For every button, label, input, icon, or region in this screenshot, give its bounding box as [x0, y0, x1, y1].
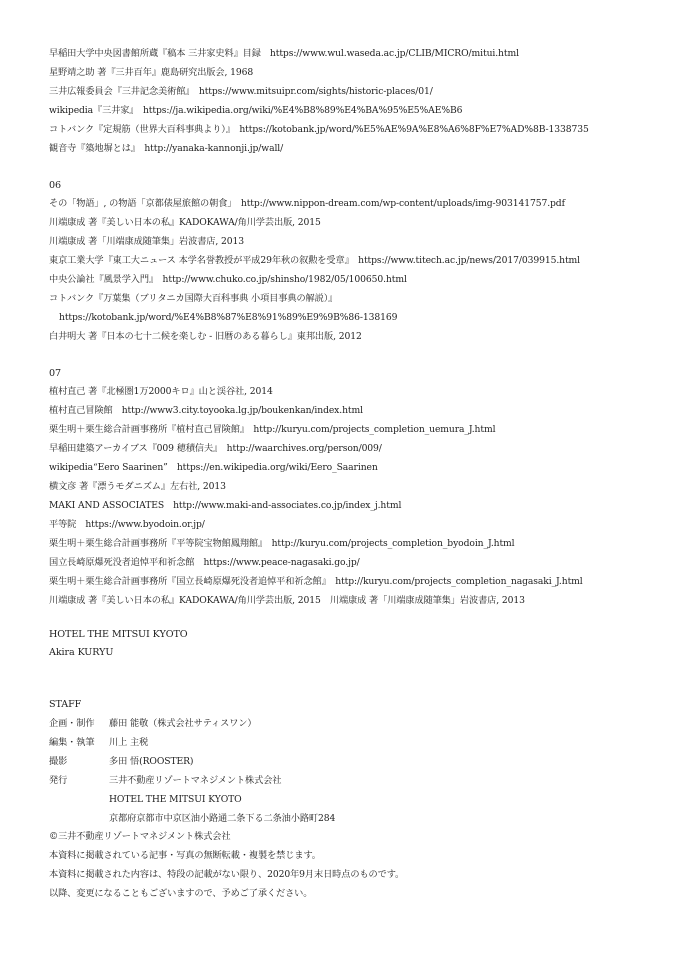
reference-line: 早稲田大学中央図書館所蔵『稿本 三井家史料』目録 https://www.wul.waseda.ac.jp/CLIB/MICRO/mitui.html — [49, 48, 519, 59]
reference-line: 中央公論社『風景学入門』 http://www.chuko.co.jp/shinsho/1982/05/100650.html — [49, 274, 407, 285]
staff-row — [49, 737, 148, 749]
staff-label: 編集・執筆 — [49, 737, 95, 748]
staff-value: 川上 主税 — [109, 737, 149, 748]
section-number: 07 — [49, 368, 62, 379]
reference-line: 白井明大 著『日本の七十二候を楽しむ - 旧暦のある暮らし』東邦出版, 2012 — [49, 331, 362, 342]
reference-line: コトバンク『定規筋（世界大百科事典より）』 https://kotobank.jp/word/%E5%AE%9A%E8%A6%8F%E7%AD%8B-1338735 — [49, 124, 589, 135]
reference-line: その「物語」, の物語「京都俵屋旅館の朝食」 http://www.nippon-dream.com/wp-content/uploads/img-903141757.pdf — [49, 198, 565, 209]
legal-notice: 本資料に掲載された内容は、特段の記載がない限り、2020年9月末日時点のものです。 — [49, 869, 405, 880]
reference-line: 植村直己冒険館 http://www3.city.toyooka.lg.jp/boukenkan/index.html — [49, 405, 363, 416]
staff-label: 撮影 — [49, 756, 68, 767]
staff-row — [49, 718, 256, 730]
reference-line: 栗生明＋栗生総合計画事務所『平等院宝物館鳳翔館』 http://kuryu.com/projects_completion_byodoin_J.html — [49, 538, 515, 549]
reference-line: 平等院 https://www.byodoin.or.jp/ — [49, 519, 205, 530]
reference-line: 星野靖之助 著『三井百年』鹿島研究出版会, 1968 — [49, 67, 254, 78]
reference-line: 植村直己 著『北極圏1万2000キロ』山と渓谷社, 2014 — [49, 386, 273, 397]
reference-line: 川端康成 著「川端康成随筆集」岩波書店, 2013 — [49, 236, 245, 247]
legal-notice: 以降、変更になることもございますので、予めご了承ください。 — [49, 888, 313, 899]
reference-line: 三井広報委員会『三井記念美術館』 https://www.mitsuipr.com/sights/historic-places/01/ — [49, 86, 433, 97]
staff-value: 多田 悟(ROOSTER) — [109, 756, 194, 767]
reference-line: https://kotobank.jp/word/%E4%B8%87%E8%91%89%E9%9B%86-138169 — [59, 312, 398, 323]
reference-line: 国立長崎原爆死没者追悼平和祈念館 https://www.peace-nagasaki.go.jp/ — [49, 557, 360, 568]
reference-line: 横文彦 著『漂うモダニズム』左右社, 2013 — [49, 481, 226, 492]
copyright-notice: ©三井不動産リゾートマネジメント株式会社 — [49, 831, 231, 842]
staff-value: 藤田 能敬（株式会社サティスワン） — [109, 718, 257, 729]
reference-line: 栗生明＋栗生総合計画事務所『植村直己冒険館』 http://kuryu.com/projects_completion_uemura_J.html — [49, 424, 496, 435]
reference-line: 栗生明＋栗生総合計画事務所『国立長崎原爆死没者追悼平和祈念館』 http://kuryu.com/projects_completion_nagasaki_J.html — [49, 576, 583, 587]
book-title: HOTEL THE MITSUI KYOTO — [49, 629, 188, 640]
author-name: Akira KURYU — [49, 647, 114, 658]
publisher-name: HOTEL THE MITSUI KYOTO — [109, 794, 242, 805]
legal-notice: 本資料に掲載されている記事・写真の無断転載・複製を禁じます。 — [49, 850, 321, 861]
reference-line: 早稲田建築アーカイブス『009 穂積信夫』 http://waarchives.org/person/009/ — [49, 443, 382, 454]
reference-line: wikipedia『三井家』 https://ja.wikipedia.org/wiki/%E4%B8%89%E4%BA%95%E5%AE%B6 — [49, 105, 463, 116]
reference-line: 東京工業大学『東工大ニュース 本学名誉教授が平成29年秋の叙勲を受章』 https://www.titech.ac.jp/news/2017/039915.html — [49, 255, 581, 266]
publisher-address: 京都府京都市中京区油小路通二条下る二条油小路町284 — [109, 813, 336, 824]
section-number: 06 — [49, 180, 62, 191]
reference-line: 川端康成 著『美しい日本の私』KADOKAWA/角川学芸出版, 2015 — [49, 217, 321, 228]
reference-line: コトバンク『万葉集（ブリタニカ国際大百科事典 小項目事典の解説）』 — [49, 293, 338, 304]
staff-row — [49, 756, 193, 768]
staff-row — [49, 775, 281, 787]
staff-label: 発行 — [49, 775, 68, 786]
reference-line: 川端康成 著『美しい日本の私』KADOKAWA/角川学芸出版, 2015 川端康成 著「川端康成随筆集」岩波書店, 2013 — [49, 595, 525, 606]
reference-line: MAKI AND ASSOCIATES http://www.maki-and-associates.co.jp/index_j.html — [49, 500, 402, 511]
staff-label: 企画・制作 — [49, 718, 95, 729]
reference-line: 観音寺『築地塀とは』 http://yanaka-kannonji.jp/wall/ — [49, 143, 284, 154]
staff-heading: STAFF — [49, 699, 82, 710]
staff-value: 三井不動産リゾートマネジメント株式会社 — [109, 775, 282, 786]
reference-line: wikipedia“Eero Saarinen” https://en.wikipedia.org/wiki/Eero_Saarinen — [49, 462, 378, 473]
